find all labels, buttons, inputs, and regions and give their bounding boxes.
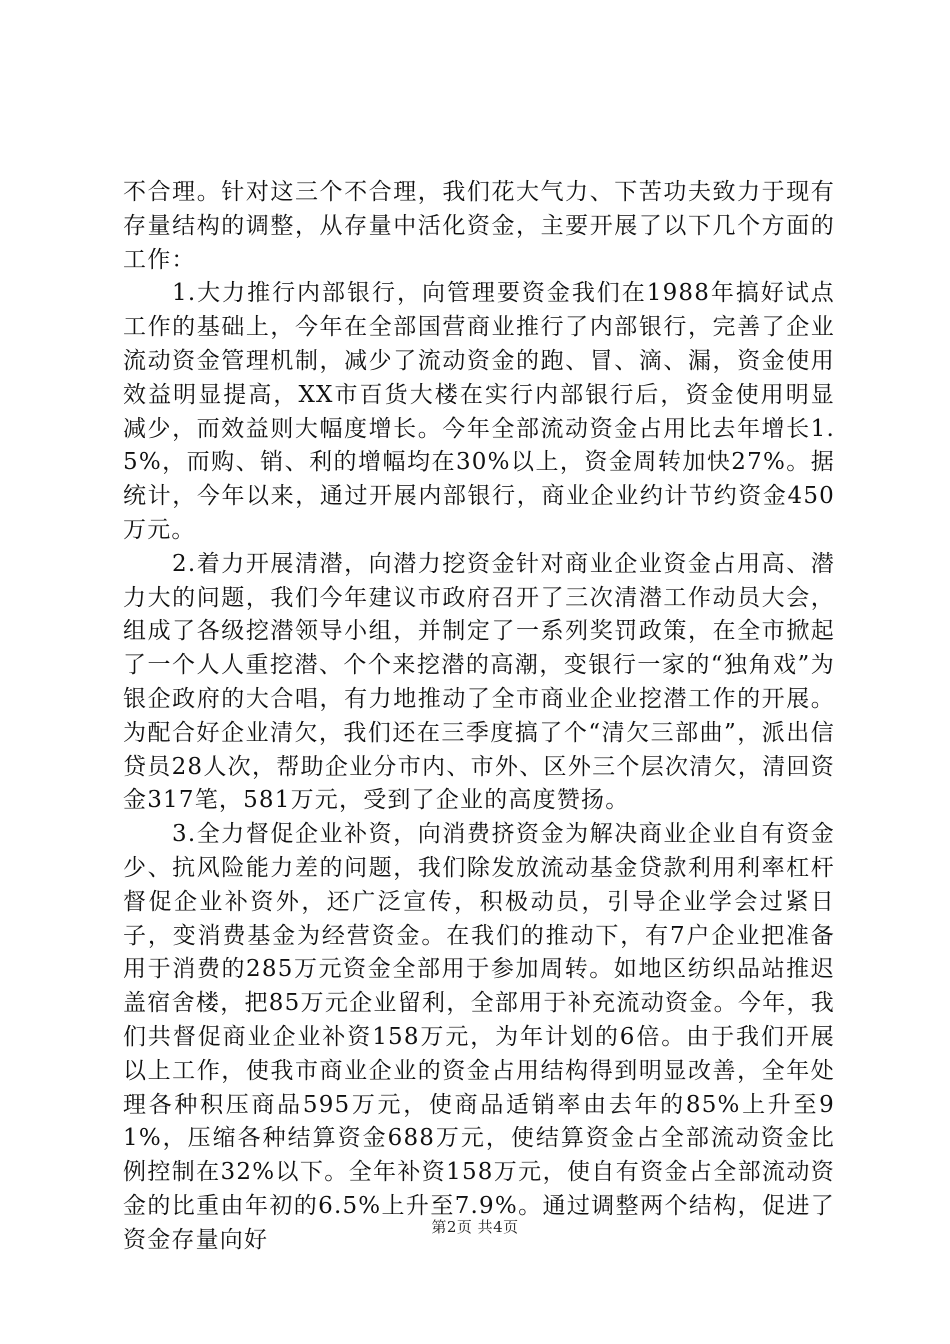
paragraph-potential-mining: 2.着力开展清潜，向潜力挖资金针对商业企业资金占用高、潜力大的问题，我们今年建议市政府召开了三次清潜工作动员大会，组成了各级挖潜领导小组，并制定了一系列奖罚政策，在全市掀起了一个人人重挖潜、个个来挖潜的高潮，变银行一家的“独角戏”为银企政府的大合唱，有力地推动了全市商业企业挖潜工作的开展。为配合好企业清欠，我们还在三季度搞了个“清欠三部曲”，派出信贷员28人次，帮助企业分市内、市外、区外三个层次清欠，清回资金317笔，581万元，受到了企业的高度赞扬。 [123,550,835,814]
page-number-footer: 第2页 共4页 [431,1218,519,1236]
paragraph-continuation: 不合理。针对这三个不合理，我们花大气力、下苦功夫致力于现有存量结构的调整，从存量中活化资金，主要开展了以下几个方面的工作： [123,179,835,273]
body-text [123,176,835,1258]
paragraph-internal-banking: 1.大力推行内部银行，向管理要资金我们在1988年搞好试点工作的基础上，今年在全部国营商业推行了内部银行，完善了企业流动资金管理机制，减少了流动资金的跑、冒、滴、漏，资金使用效益明显提高，XX市百货大楼在实行内部银行后，资金使用明显减少，而效益则大幅度增长。今年全部流动资金占用比去年增长1.5%，而购、销、利的增幅均在30%以上，资金周转加快27%。据统计，今年以来，通过开展内部银行，商业企业约计节约资金450万元。 [123,280,835,543]
paragraph-capital-supplement: 3.全力督促企业补资，向消费挤资金为解决商业企业自有资金少、抗风险能力差的问题，我们除发放流动基金贷款利用利率杠杆督促企业补资外，还广泛宣传，积极动员，引导企业学会过紧日子，变消费基金为经营资金。在我们的推动下，有7户企业把准备用于消费的285万元资金全部用于参加周转。如地区纺织品站推迟盖宿舍楼，把85万元企业留利，全部用于补充流动资金。今年，我们共督促商业企业补资158万元，为年计划的6倍。由于我们开展以上工作，使我市商业企业的资金占用结构得到明显改善，全年处理各种积压商品595万元，使商品适销率由去年的85%上升至91%，压缩各种结算资金688万元，使结算资金占全部流动资金比例控制在32%以下。全年补资158万元，使自有资金占全部流动资金的比重由年初的6.5%上升至7.9%。通过调整两个结构，促进了资金存量向好 [123,821,835,1253]
